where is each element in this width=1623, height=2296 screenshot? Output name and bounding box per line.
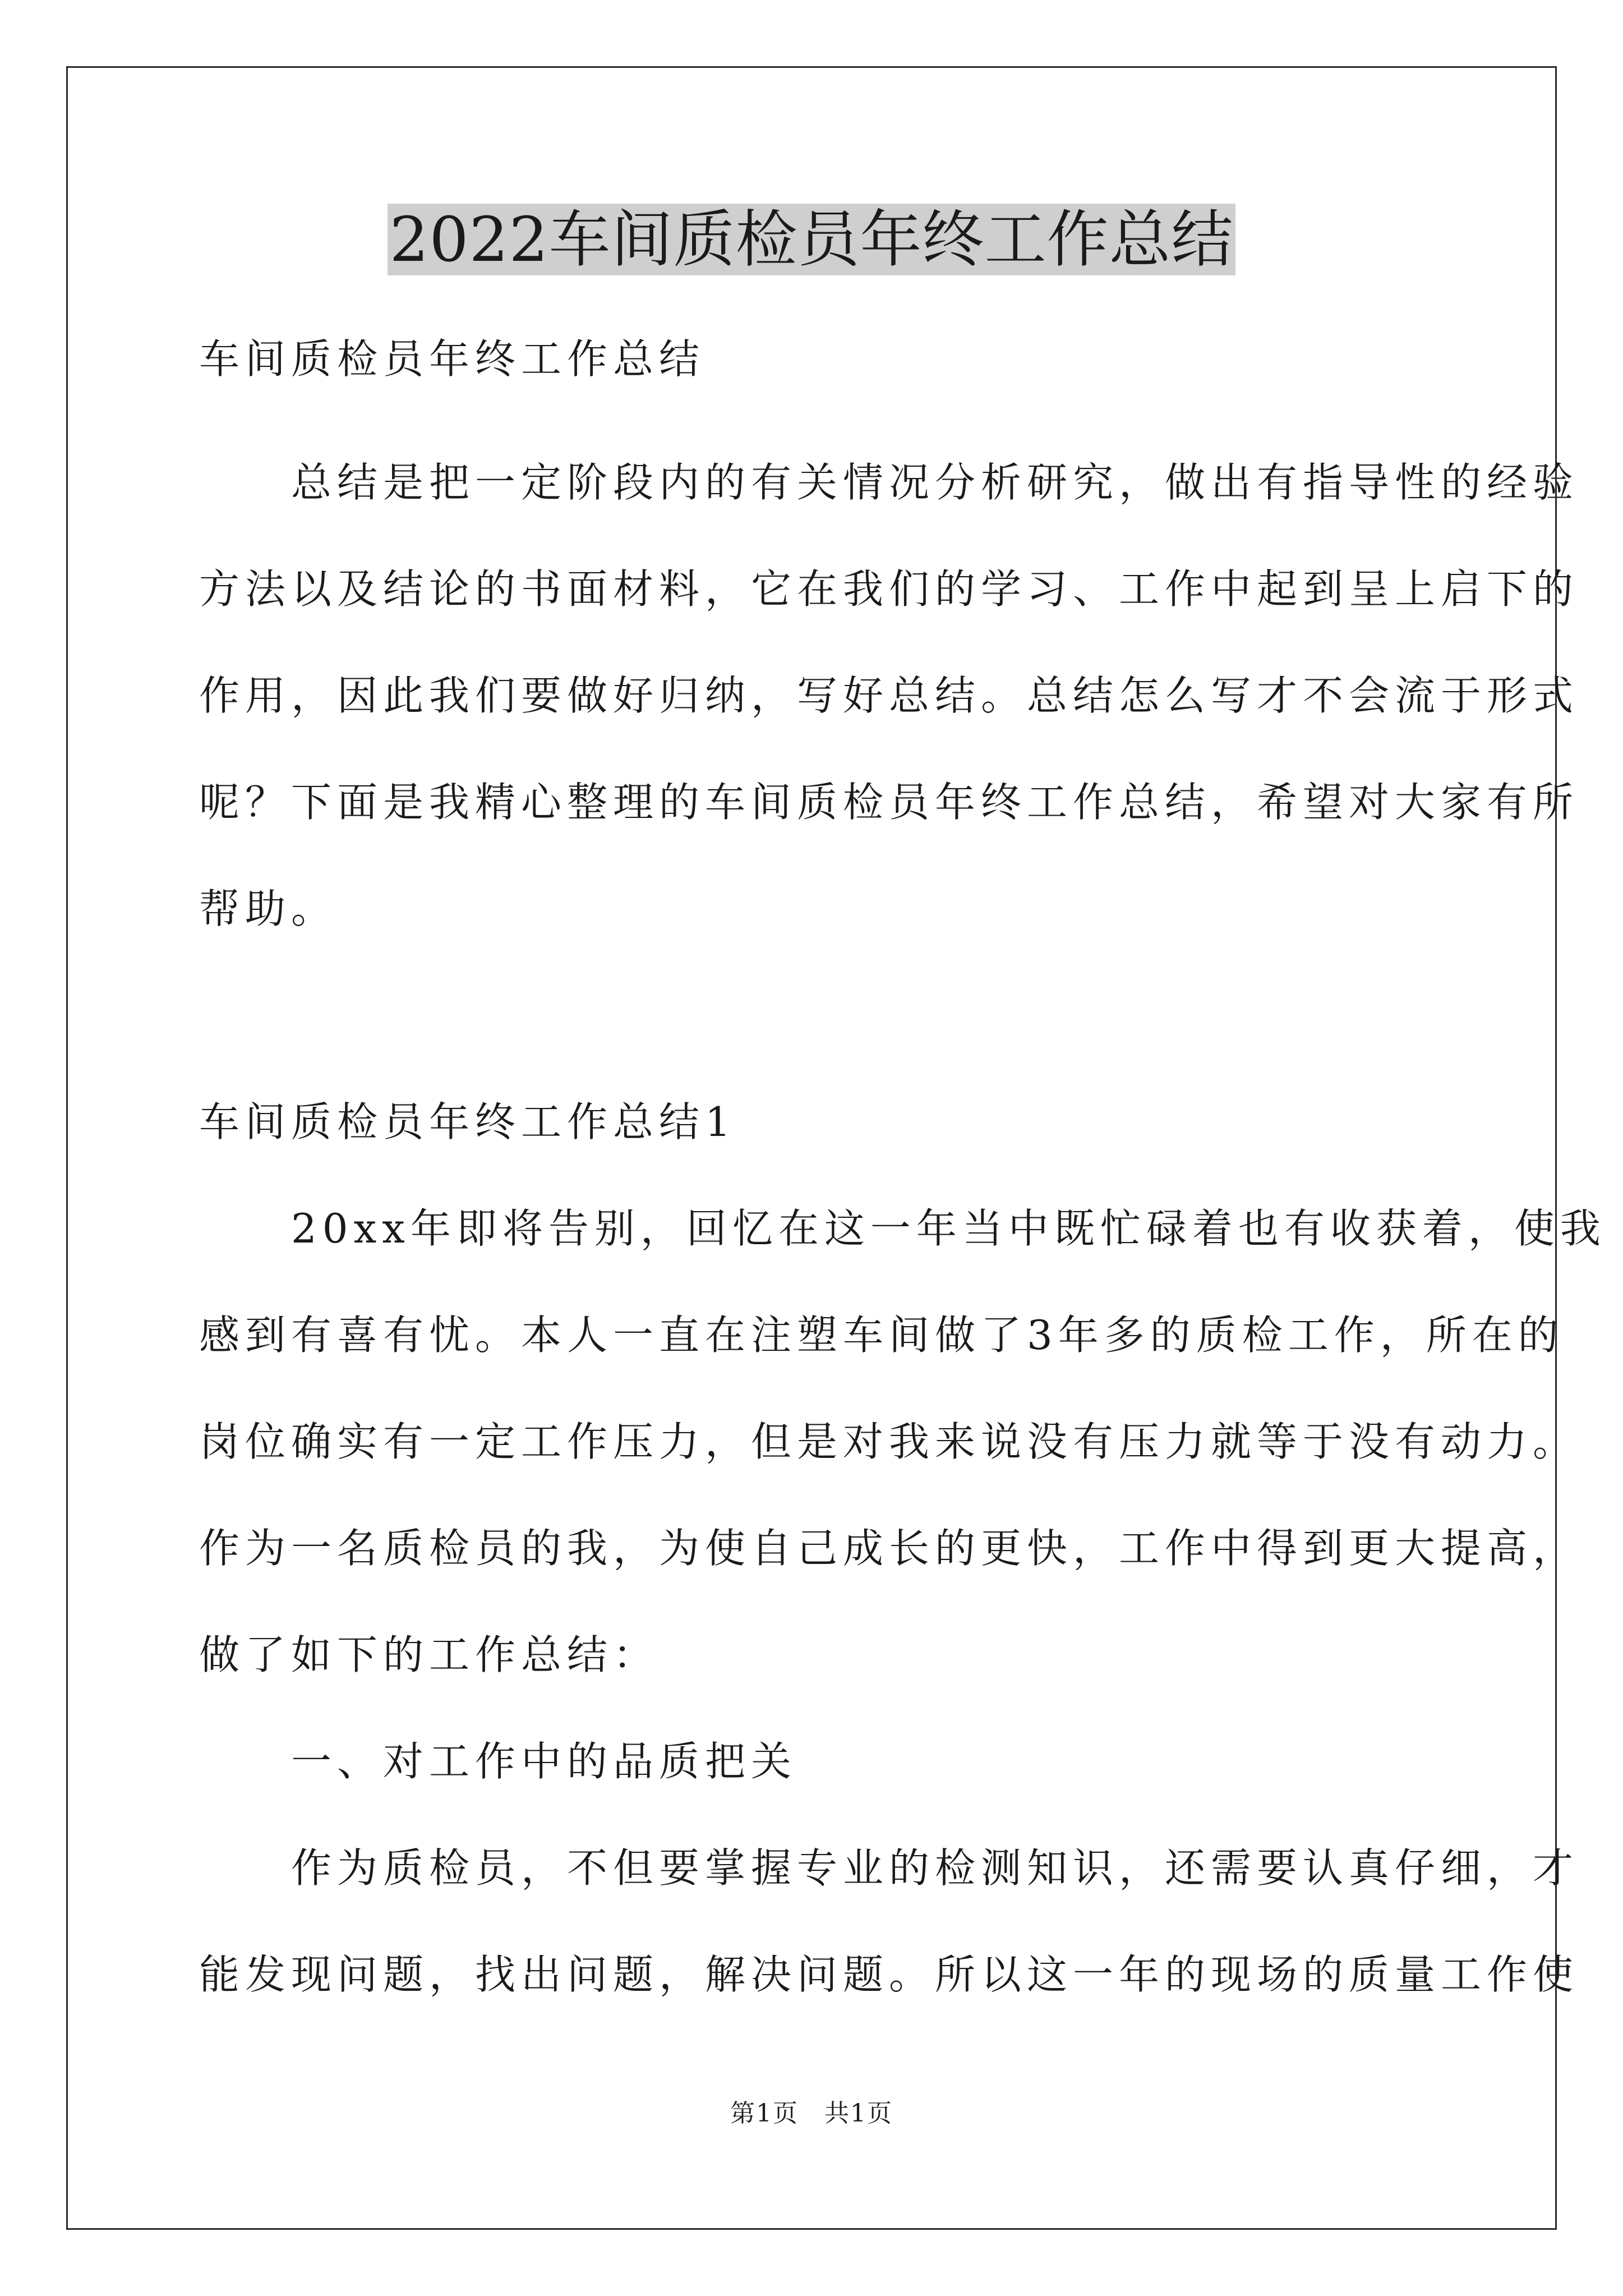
- paragraph-line: 呢？下面是我精心整理的车间质检员年终工作总结，希望对大家有所: [199, 779, 1579, 826]
- paragraph-line: 岗位确实有一定工作压力，但是对我来说没有压力就等于没有动力。: [199, 1418, 1579, 1465]
- paragraph-line: 能发现问题，找出问题，解决问题。所以这一年的现场的质量工作使: [199, 1951, 1579, 1998]
- document-title: [0, 197, 1623, 282]
- subheading: 一、对工作中的品质把关: [199, 1738, 797, 1785]
- paragraph-line: 帮助。: [199, 885, 338, 932]
- page-footer: 第1页 共1页: [730, 2099, 893, 2128]
- paragraph-line: 感到有喜有忧。本人一直在注塑车间做了3年多的质检工作，所在的: [199, 1312, 1564, 1359]
- paragraph-line: 做了如下的工作总结：: [199, 1631, 660, 1678]
- paragraph-line: 作为质检员，不但要掌握专业的检测知识，还需要认真仔细，才: [199, 1844, 1579, 1892]
- paragraph-line: 总结是把一定阶段内的有关情况分析研究，做出有指导性的经验: [199, 459, 1579, 506]
- section-heading: 车间质检员年终工作总结: [199, 335, 706, 383]
- section-heading: 车间质检员年终工作总结1: [199, 1098, 736, 1145]
- document-title-text: 2022车间质检员年终工作总结: [388, 204, 1236, 275]
- paragraph-line: 方法以及结论的书面材料，它在我们的学习、工作中起到呈上启下的: [199, 565, 1579, 613]
- paragraph-line: 作用，因此我们要做好归纳，写好总结。总结怎么写才不会流于形式: [199, 672, 1579, 719]
- paragraph-line: 作为一名质检员的我，为使自己成长的更快，工作中得到更大提高，: [199, 1525, 1579, 1572]
- paragraph-line: 20xx年即将告别，回忆在这一年当中既忙碌着也有收获着，使我: [199, 1205, 1606, 1252]
